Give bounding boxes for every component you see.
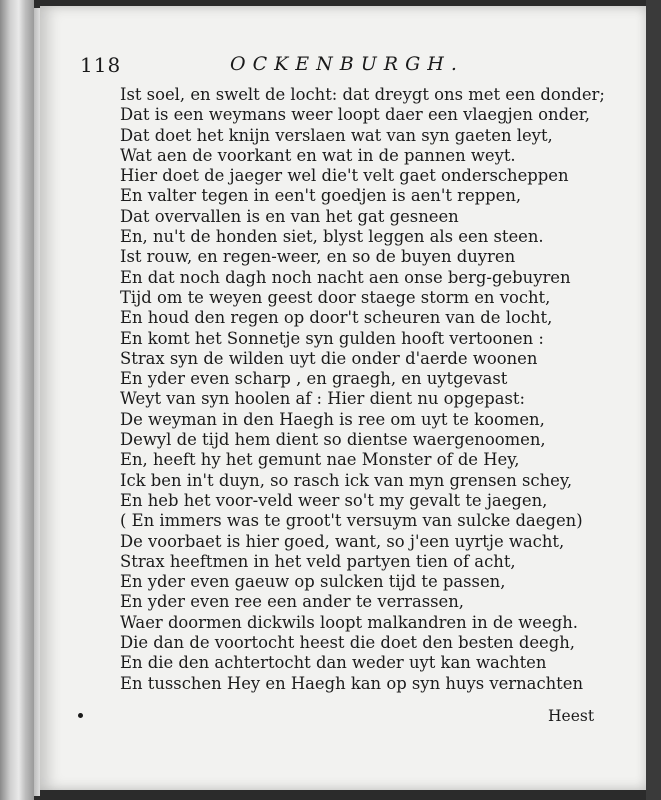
verse-line: De voorbaet is hier goed, want, so j'een uyrtje wacht, — [120, 531, 565, 551]
page-header — [80, 53, 580, 79]
verse-line: En, nu't de honden siet, blyst leggen als een steen. — [120, 227, 544, 247]
verse-line: Ist soel, en swelt de locht: dat dreygt ons met een donder; — [120, 85, 605, 104]
verse-line: Hier doet de jaeger wel die't velt gaet onderscheppen — [120, 166, 569, 186]
page-number: 118 — [80, 53, 122, 77]
verse-line: En valter tegen in een't goedjen is aen't reppen, — [120, 186, 522, 206]
verse-line: De weyman in den Haegh is ree om uyt te koomen, — [120, 409, 545, 429]
catchword: Heest — [548, 707, 595, 725]
verse-line: En yder even scharp , en graegh, en uytgevast — [120, 369, 508, 389]
verse-line: En houd den regen op door't scheuren van de locht, — [120, 308, 553, 328]
verse-line: En yder even gaeuw op sulcken tijd te passen, — [120, 572, 506, 592]
verse-line: Dat overvallen is en van het gat gesneen — [120, 206, 459, 226]
verse-line: En heb het voor-veld weer so't my gevalt te jaegen, — [120, 490, 548, 510]
verse-line: En, heeft hy het gemunt nae Monster of de Hey, — [120, 450, 520, 470]
verse-line: Strax syn de wilden uyt die onder d'aerde woonen — [120, 348, 538, 368]
verse-line: Dat is een weymans weer loopt daer een vlaegjen onder, — [120, 105, 591, 125]
verse-line: Dewyl de tijd hem dient so dientse waergenoomen, — [120, 430, 546, 450]
verse-line: Tijd om te weyen geest door staege storm en vocht, — [120, 287, 551, 307]
verse-line: Dat doet het knijn verslaen wat van syn gaeten leyt, — [120, 125, 553, 145]
verse-line: Wat aen de voorkant en wat in de pannen weyt. — [120, 145, 516, 165]
verse-line: Die dan de voortocht heest die doet den besten deegh, — [120, 633, 575, 653]
verse-block — [120, 85, 605, 694]
verse-line: Ist rouw, en regen-weer, en so de buyen duyren — [120, 247, 516, 267]
running-title: OCKENBURGH. — [230, 53, 464, 75]
verse-line: Weyt van syn hoolen af : Hier dient nu opgepast: — [120, 389, 526, 409]
verse-line: Ick ben in't duyn, so rasch ick van myn grensen schey, — [120, 470, 573, 490]
verse-line: En die den achtertocht dan weder uyt kan wachten — [120, 653, 547, 673]
verse-line: En tusschen Hey en Haegh kan op syn huys vernachten — [120, 673, 584, 693]
verse-line: Strax heeftmen in het veld partyen tien of acht, — [120, 551, 516, 571]
verse-line: En komt het Sonnetje syn gulden hooft vertoonen : — [120, 328, 544, 348]
verse-line: ( En immers was te groot't versuym van sulcke daegen) — [120, 511, 583, 531]
verse-line: Waer doormen dickwils loopt malkandren in de weegh. — [120, 612, 578, 632]
verse-line: En dat noch dagh noch nacht aen onse berg-gebuyren — [120, 267, 571, 287]
ink-mark — [78, 713, 83, 718]
scan-background — [646, 0, 661, 800]
verse-line: En yder even ree een ander te verrassen, — [120, 592, 465, 612]
book-binding — [0, 0, 34, 800]
